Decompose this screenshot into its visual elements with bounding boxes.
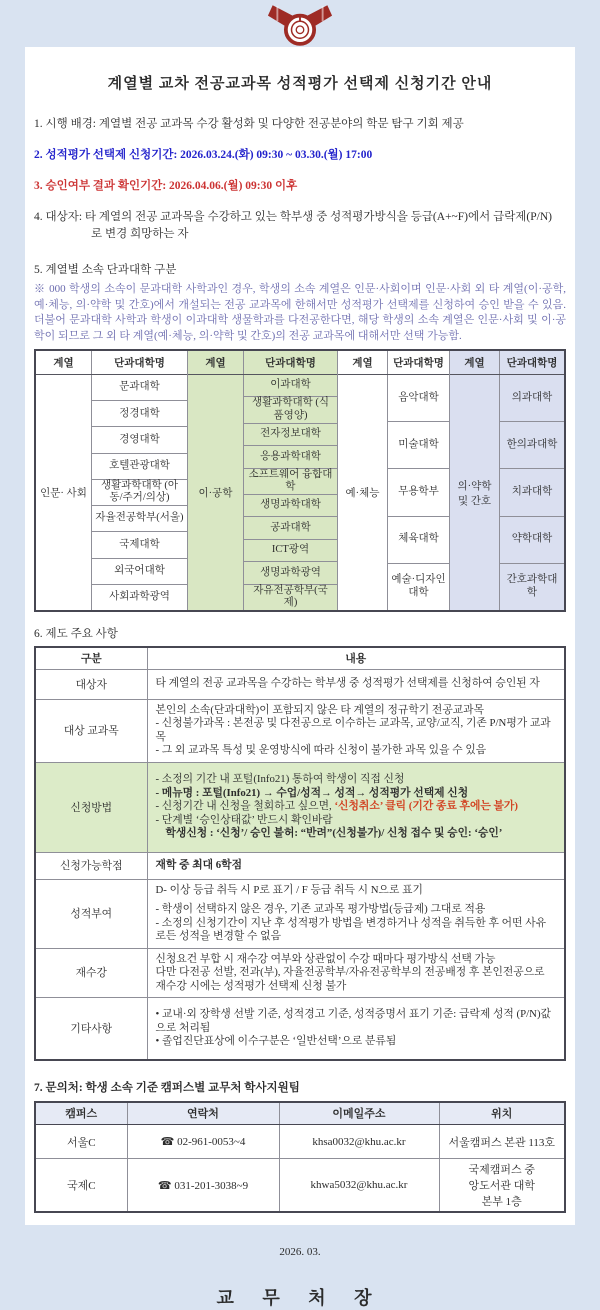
rule-text: - 단계별 ‘승인상태값’ 반드시 확인바람 — [155, 813, 333, 826]
college-cell: 전자정보대학 — [244, 424, 337, 446]
column-header-category: 계열 — [188, 351, 244, 374]
college-cell: 생명과학광역 — [244, 562, 337, 584]
college-cell: 사회과학광역 — [109, 591, 170, 603]
rule-text: 본인의 소속(단과대학)이 포함되지 않은 타 계열의 정규학기 전공교과목 — [155, 703, 485, 716]
rule-text: - 소정의 기간 내 포털(Info21) 통하여 학생이 직접 신청 — [155, 773, 405, 786]
college-cell: 호텔관광대학 — [92, 454, 187, 480]
rule-text: 신청요건 부합 시 재수강 여부와 상관없이 수강 때마다 평가방식 선택 가능 — [155, 952, 496, 965]
rule-text: - 신청불가과목 : 본전공 및 다전공으로 이수하는 교과목, 교양/교직, 기존 P/N평가 교과목 — [155, 717, 551, 743]
table-row — [35, 852, 565, 879]
document-body — [25, 47, 575, 1308]
intro-item-4-line2: 로 변경 희망하는 자 — [91, 228, 189, 240]
rules-header-row — [35, 647, 565, 669]
table-row — [35, 879, 565, 948]
contact-col-location: 위치 — [439, 1102, 565, 1125]
table-row — [35, 948, 565, 998]
college-cell: 정경대학 — [92, 401, 187, 427]
section6-heading: 6. 제도 주요 사항 — [34, 628, 118, 640]
row-label: 신청가능학점 — [35, 852, 147, 879]
college-cell: 간호과학대학 — [506, 574, 558, 598]
rule-text: 재학 중 최대 6학점 — [155, 858, 243, 871]
category-label: 의·약학 및 간호 — [450, 375, 500, 610]
college-cell: 생활과학대학 (식품영양) — [244, 397, 337, 423]
contact-header-row — [35, 1102, 565, 1125]
college-cell: 국제대학 — [92, 532, 187, 558]
college-category-table — [34, 349, 566, 612]
table-row — [35, 1159, 565, 1213]
rule-text: - 학생이 선택하지 않은 경우, 기존 교과목 평가방법(등급제) 그대로 적용 — [155, 903, 486, 915]
email-cell: khsa0032@khu.ac.kr — [279, 1125, 439, 1159]
category-label: 인문· 사회 — [36, 375, 92, 610]
column-header-college: 단과대학명 — [506, 358, 558, 369]
college-cell: 생활과학대학 (아동/주거/의상) — [92, 480, 187, 506]
intro-item-3-approval-period: 3. 승인여부 결과 확인기간: 2026.04.06.(월) 09:30 이후 — [34, 180, 298, 192]
column-header-college: 단과대학명 — [393, 358, 444, 369]
college-group-science-engineering — [188, 351, 338, 610]
category-label: 이·공학 — [188, 375, 244, 610]
table-row — [35, 1125, 565, 1159]
contact-col-campus: 캠퍼스 — [35, 1102, 127, 1125]
contact-col-email: 이메일주소 — [279, 1102, 439, 1125]
issue-date: 2026. 03. — [279, 1246, 321, 1258]
college-group-humanities — [36, 351, 188, 610]
section5-note: ※ 000 학생의 소속이 문과대학 사학과인 경우, 학생의 소속 계열은 인문·사회이며 인문·사회 외 타 계열(이·공학, 예·체능, 의·약학 및 간호)에서 개설되는 전공 교과목에 한해서만 성적평가 선택제를 신청하여 승인 받을 수 있음. 더불어 문과대학 사학과 학생이 이과대학 생물학과를 다전공한다면, 해당 학생의 소속 계열은 인문·사회 및 이·공학이 되므로 그 외 타 계열(예·체능, 의·약학 및 간호)의 전공 교과목에 대해서만 선택 가능함. — [34, 283, 566, 342]
college-cell: 공과대학 — [244, 517, 337, 539]
intro-item-4-line1: 4. 대상자: 타 계열의 전공 교과목을 수강하고 있는 학부생 중 성적평가방식을 등급(A+~F)에서 급락제(P/N) — [34, 211, 552, 223]
intro-item-1: 1. 시행 배경: 계열별 전공 교과목 수강 활성화 및 다양한 전공분야의 학문 탐구 기회 제공 — [34, 118, 464, 130]
category-label: 예·체능 — [338, 375, 388, 610]
college-cell: 무용학부 — [388, 469, 449, 516]
row-label: 신청방법 — [35, 762, 147, 852]
rules-col-gubun: 구분 — [35, 647, 147, 669]
rule-text-menu-path: - 메뉴명 : 포털(Info21) → 수업/성적→ 성적→ 성적평가 선택제 신청 — [155, 786, 469, 799]
row-label: 대상자 — [35, 669, 147, 699]
college-cell: 한의과대학 — [500, 422, 564, 469]
row-label: 재수강 — [35, 948, 147, 998]
rule-text: 타 계열의 전공 교과목을 수강하는 학부생 중 성적평가 선택제를 신청하여 승인된 자 — [155, 677, 540, 690]
college-cell: 미술대학 — [388, 422, 449, 469]
rule-text: - 소정의 신청기간이 지난 후 성적평가 방법을 변경하거나 성적을 취득한 후 어떤 사유로든 성적을 변경할 수 없음 — [155, 916, 547, 942]
college-cell: 치과대학 — [500, 469, 564, 516]
location-cell: 국제캠퍼스 중앙도서관 대학본부 1층 — [439, 1159, 565, 1213]
college-cell: 소프트웨어 융합대학 — [244, 469, 337, 495]
column-header-category: 계열 — [36, 351, 92, 374]
rule-text: - 그 외 교과목 특성 및 운영방식에 따라 신청이 불가한 과목 있을 수 있음 — [155, 744, 487, 756]
college-cell: 예술·디자인 대학 — [391, 574, 446, 598]
college-cell: 자율전공학부(서울) — [92, 506, 187, 532]
cancel-text-black: - 신청기간 내 신청을 철회하고 싶으면, — [155, 800, 335, 813]
college-cell: 의과대학 — [500, 375, 564, 422]
section5-heading: 5. 계열별 소속 단과대학 구분 — [34, 264, 177, 276]
row-label: 성적부여 — [35, 879, 147, 948]
table-row — [35, 998, 565, 1060]
rule-text-cancel — [156, 800, 557, 814]
section7-heading: 7. 문의처: 학생 소속 기준 캠퍼스별 교무처 학사지원팀 — [34, 1081, 300, 1094]
college-cell: 음악대학 — [388, 375, 449, 422]
college-cell: 경영대학 — [92, 427, 187, 453]
college-cell: ICT광역 — [244, 540, 337, 562]
contact-col-phone: 연락처 — [127, 1102, 279, 1125]
row-label: 대상 교과목 — [35, 699, 147, 762]
signature-office: 교 무 처 장 — [216, 1288, 384, 1308]
intro-item-2-application-period: 2. 성적평가 선택제 신청기간: 2026.03.24.(화) 09:30 ~ 03.30.(월) 17:00 — [34, 149, 373, 161]
college-group-arts-sports — [338, 351, 450, 610]
column-header-college: 단과대학명 — [114, 358, 165, 369]
rule-text: • 교내·외 장학생 선발 기준, 성적경고 기준, 성적증명서 표기 기준: 급락제 성적 (P/N)값으로 처리됨 — [155, 1008, 551, 1034]
rule-text: • 졸업진단표상에 이수구분은 ‘일반선택’으로 분류됨 — [155, 1035, 397, 1047]
college-cell: 외국어대학 — [92, 559, 187, 585]
row-label: 기타사항 — [35, 998, 147, 1060]
column-header-college: 단과대학명 — [265, 358, 316, 369]
logo-container — [0, 4, 600, 53]
column-header-category: 계열 — [450, 351, 500, 374]
column-header-category: 계열 — [338, 351, 388, 374]
campus-cell: 서울C — [35, 1125, 127, 1159]
table-row-application-method — [35, 762, 565, 852]
college-cell: 체육대학 — [388, 517, 449, 564]
college-cell: 자유전공학부(국제) — [253, 584, 328, 609]
rule-text: D- 이상 등급 취득 시 P로 표기 / F 등급 취득 시 N으로 표기 — [155, 883, 423, 896]
phone-cell: ☎ 02-961-0053~4 — [127, 1125, 279, 1159]
college-cell: 이과대학 — [244, 375, 337, 397]
college-cell: 응용과학대학 — [244, 446, 337, 468]
college-group-medicine-nursing — [450, 351, 564, 610]
college-cell: 문과대학 — [92, 375, 187, 401]
college-cell: 약학대학 — [500, 517, 564, 564]
page-title: 계열별 교차 전공교과목 성적평가 선택제 신청기간 안내 — [107, 76, 493, 92]
contact-table — [34, 1101, 566, 1214]
rule-text: 다만 다전공 선발, 전과(부), 자율전공학부/자유전공학부의 전공배정 후 본인전공으로 재수강 시에는 성적평가 선택제 신청 불가 — [155, 966, 545, 992]
college-cell: 생명과학대학 — [244, 495, 337, 517]
email-cell: khwa5032@khu.ac.kr — [279, 1159, 439, 1213]
intro-item-4-target — [34, 209, 566, 243]
rule-text-status-values: 학생신청 : ‘신청’/ 승인 불허: “반려”(신청불가)/ 신청 접수 및 승인: ‘승인’ — [165, 827, 503, 840]
location-cell: 서울캠퍼스 본관 113호 — [439, 1125, 565, 1159]
table-row — [35, 669, 565, 699]
table-row — [35, 699, 565, 762]
rules-table — [34, 646, 566, 1061]
rules-col-naeyong: 내용 — [147, 647, 565, 669]
cancel-text-red: ‘신청취소’ 클릭 (기간 종료 후에는 불가) — [334, 800, 518, 813]
campus-cell: 국제C — [35, 1159, 127, 1213]
phone-cell: ☎ 031-201-3038~9 — [127, 1159, 279, 1213]
